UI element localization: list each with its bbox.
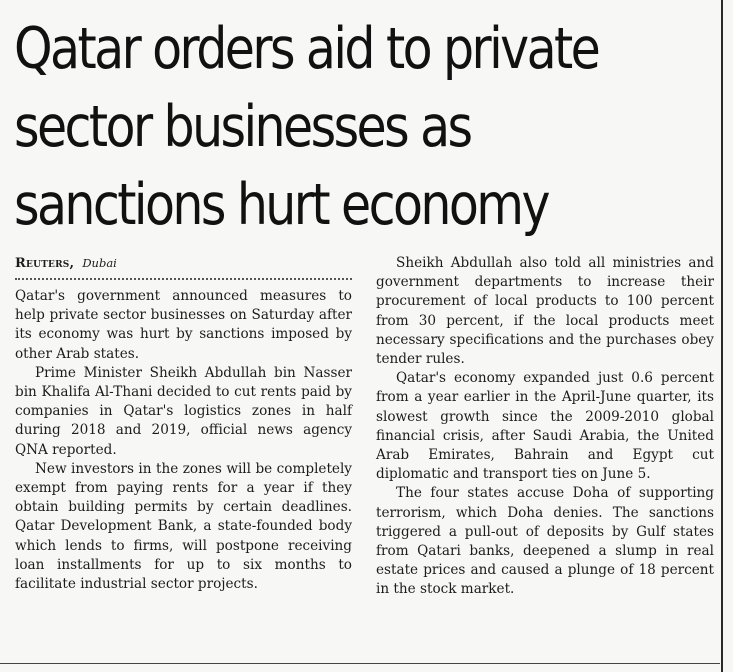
paragraph: The four states accuse Doha of supporting terrorism, which Doha denies. The sanctions triggered a pull-out of deposits by Gulf states from Qatari banks, deepened a slump in real estate prices and caused a plunge of 18 percent in the stock market. xyxy=(376,485,714,598)
headline-line-1: Qatar orders aid to private xyxy=(14,16,599,82)
paragraph: New investors in the zones will be completely exempt from paying rents for a year if they obtain building permits by certain deadlines. Qatar Development Bank, a state-founded body which lends to firms, will postpone receiving loan installments for up to six months to facilitate industrial sector projects. xyxy=(15,460,352,593)
paragraph: Sheikh Abdullah also told all ministries and government departments to increase their procurement of local products to 100 percent from 30 percent, if the local products meet necessary specifications and the purchases obey tender rules. xyxy=(376,255,714,368)
dotted-separator xyxy=(15,278,352,280)
paragraph: Qatar's government announced measures to help private sector businesses on Saturday after its economy was hurt by sanctions imposed by other Arab states. xyxy=(15,288,352,362)
headline xyxy=(14,10,616,244)
column-rule-right xyxy=(721,0,723,672)
byline xyxy=(15,254,352,274)
paragraph: Prime Minister Sheikh Abdullah bin Nasser bin Khalifa Al-Thani decided to cut rents paid by companies in Qatar's logistics zones in half during 2018 and 2019, official news agency QNA reported. xyxy=(15,364,352,458)
byline-dateline: Dubai xyxy=(82,256,117,270)
paragraph: Qatar's economy expanded just 0.6 percent from a year earlier in the April-June quarter, its slowest growth since the 2009-2010 global financial crisis, after Saudi Arabia, the United Arab Emirates, Bahrain and Egypt cut diplomatic and transport ties on June 5. xyxy=(376,370,714,483)
headline-line-2: sector businesses as xyxy=(14,94,471,160)
headline-line-3: sanctions hurt economy xyxy=(14,172,548,238)
article-column-right xyxy=(376,254,714,600)
byline-agency: Reuters, xyxy=(15,256,75,271)
bottom-rule xyxy=(0,663,720,664)
article-column-left xyxy=(15,254,352,594)
